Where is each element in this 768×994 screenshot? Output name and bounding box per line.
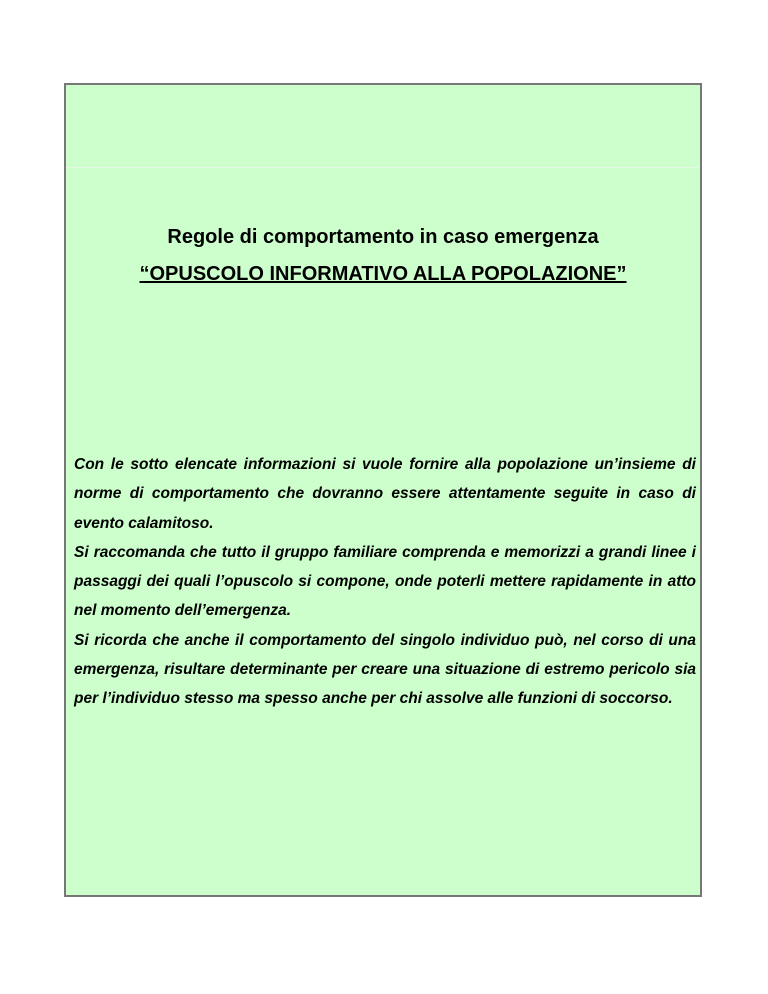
document-subtitle: “OPUSCOLO INFORMATIVO ALLA POPOLAZIONE” — [139, 263, 627, 285]
header-divider — [66, 167, 700, 168]
body-text — [74, 450, 696, 714]
paragraph-recommendation: Si raccomanda che tutto il gruppo familiare comprenda e memorizzi a grandi linee i passaggi dei quali l’opuscolo si compone, onde poterli mettere rapidamente in atto nel momento dell’emergenza. — [74, 543, 696, 620]
document-panel — [64, 83, 702, 897]
document-title: Regole di comportamento in caso emergenza — [167, 226, 599, 248]
paragraph-intro: Con le sotto elencate informazioni si vuole fornire alla popolazione un’insieme di norme di comportamento che dovranno essere attentamente seguite in caso di evento calamitoso. — [74, 456, 696, 532]
paragraph-reminder: Si ricorda che anche il comportamento del singolo individuo può, nel corso di una emergenza, risultare determinante per creare una situazione di estremo pericolo sia per l’individuo stesso ma spesso anche per chi assolve alle funzioni di soccorso. — [74, 631, 696, 708]
